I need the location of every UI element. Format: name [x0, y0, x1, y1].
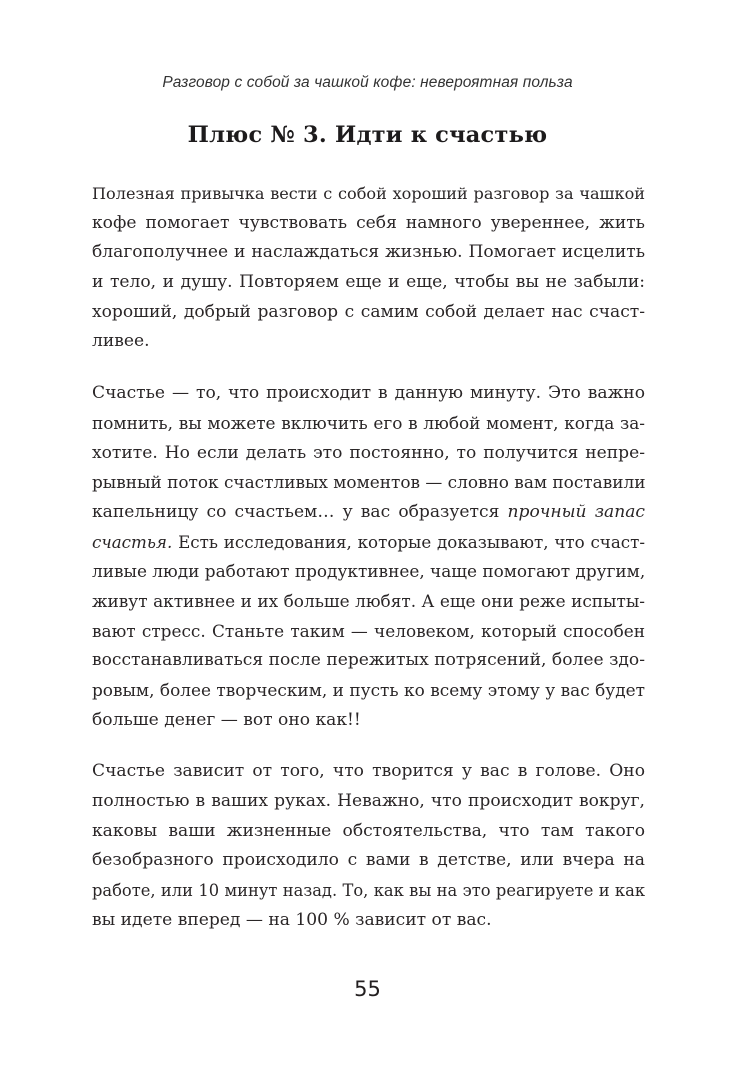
line-text: полностью в ваших руках. Неважно, что происходит вокруг, [92, 791, 645, 812]
text-line [92, 706, 645, 736]
line-text: живут активнее и их больше любят. А еще они реже испыты- [92, 590, 645, 611]
paragraph [92, 757, 645, 935]
running-head: Разговор с собой за чашкой кофе: невероятная польза [162, 74, 573, 91]
line-text: Есть исследования, которые доказывают, что счаст- [172, 531, 645, 552]
line-text: ливые люди работают продуктивнее, чаще помогают другим, [92, 561, 646, 582]
line-text: ливее. [92, 331, 150, 352]
paragraph [92, 179, 645, 357]
line-text: помнить, вы можете включить его в любой момент, когда за- [92, 412, 645, 433]
line-text: рывный поток счастливых моментов — словно вам поставили [92, 472, 646, 493]
text-line [92, 587, 645, 617]
text-line [92, 817, 645, 847]
line-text: кофе помогает чувствовать себя намного увереннее, жить [92, 212, 645, 233]
text-line [92, 379, 645, 409]
text-line [92, 409, 645, 439]
paragraph [92, 379, 645, 735]
text-line [92, 787, 645, 817]
page-number: 55 [354, 977, 381, 1001]
line-text: работе, или 10 минут назад. То, как вы на это реагируете и как [92, 881, 645, 901]
text-line [92, 209, 645, 239]
line-text: Счастье зависит от того, что творится у вас в голове. Оно [92, 761, 645, 782]
line-text: благополучнее и наслаждаться жизнью. Помогает исцелить [92, 242, 645, 263]
line-text: Счастье — то, что происходит в данную минуту. Это важно [92, 383, 645, 404]
line-text: и тело, и душу. Повторяем еще и еще, чтобы вы не забыли: [92, 272, 645, 293]
text-line [92, 528, 645, 558]
line-text: вы идете вперед — на 100 % зависит от вас. [92, 909, 492, 930]
text-line [92, 646, 645, 676]
line-text: каковы ваши жизненные обстоятельства, что там такого [92, 820, 645, 841]
body-text [92, 179, 645, 958]
line-text: больше денег — вот оно как!! [92, 709, 361, 730]
text-line [92, 557, 645, 587]
line-text: хотите. Но если делать это постоянно, то получится непре- [92, 442, 645, 463]
line-text: безобразного происходило с вами в детстве, или вчера на [92, 850, 645, 871]
text-line [92, 498, 645, 528]
text-line [92, 238, 645, 268]
text-line [92, 676, 645, 706]
text-line [92, 876, 645, 906]
line-text: капельницу со счастьем… у вас образуется [92, 501, 508, 522]
text-line [92, 439, 645, 469]
text-line [92, 846, 645, 876]
text-line [92, 906, 645, 936]
line-text: вают стресс. Станьте таким — человеком, который способен [92, 620, 645, 641]
text-line [92, 757, 645, 787]
text-line [92, 327, 645, 357]
line-text: хороший, добрый разговор с самим собой делает нас счаст- [92, 301, 645, 322]
text-line [92, 268, 645, 298]
italic-emphasis: счастья. [92, 531, 173, 552]
text-line [92, 179, 645, 209]
text-line [92, 617, 645, 647]
italic-emphasis: прочный запас [507, 501, 645, 522]
text-line [92, 298, 645, 328]
text-line [92, 468, 645, 498]
section-title: Плюс № 3. Идти к счастью [187, 122, 548, 148]
line-text: Полезная привычка вести с собой хороший разговор за чашкой [92, 184, 645, 203]
line-text: восстанавливаться после пережитых потрясений, более здо- [92, 650, 645, 671]
line-text: ровым, более творческим, и пусть ко всему этому у вас будет [92, 680, 645, 700]
